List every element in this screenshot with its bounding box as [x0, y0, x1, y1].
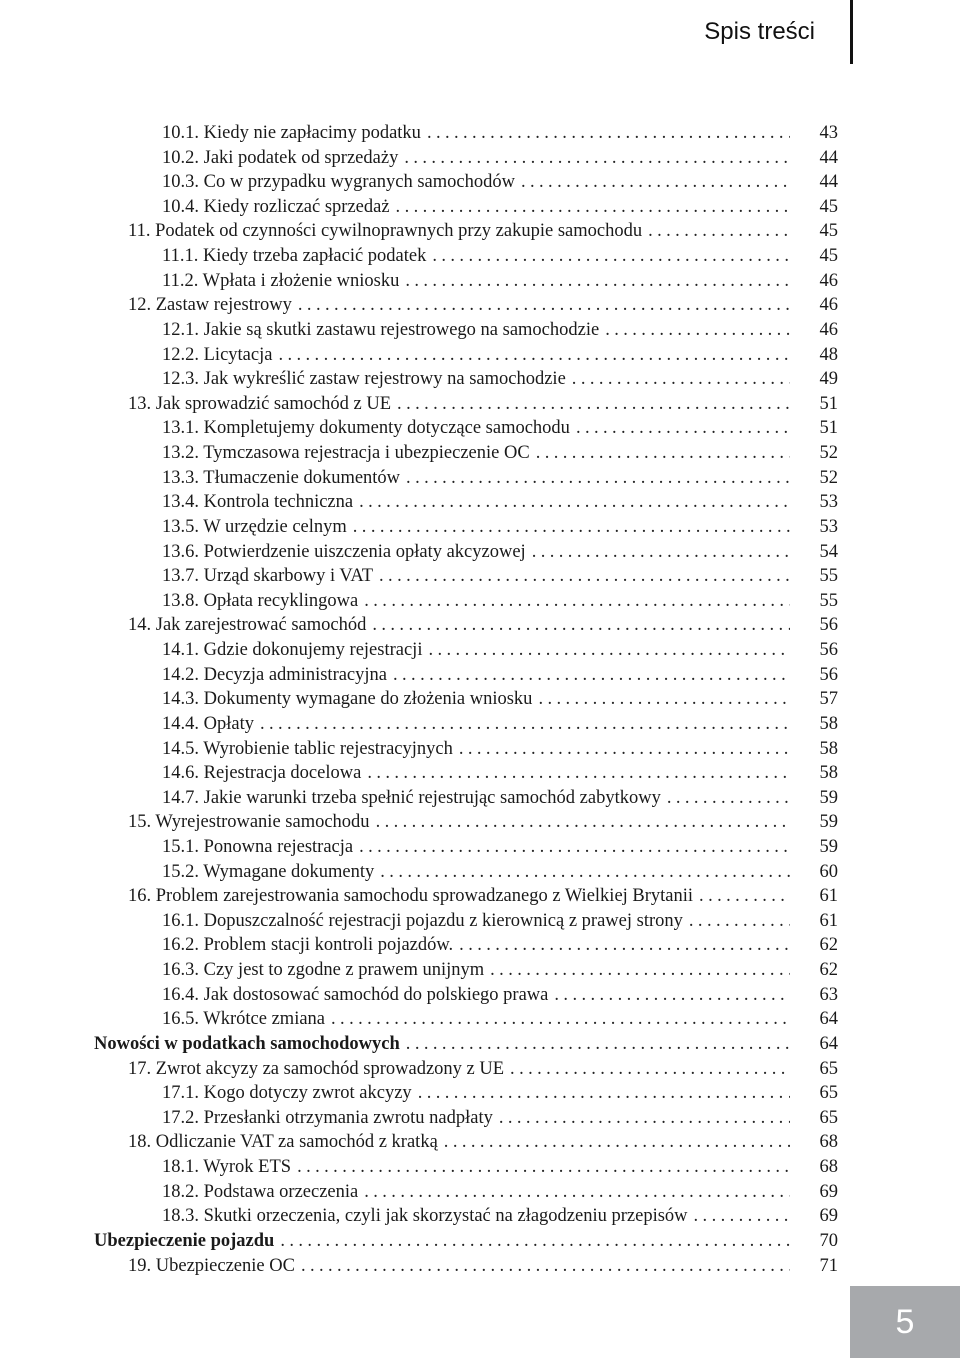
toc-page-number: 69	[819, 1206, 838, 1227]
toc-leader-dots	[406, 1032, 790, 1056]
toc-page-number: 64	[819, 1033, 838, 1054]
toc-entry-title: 18.1. Wyrok ETS	[162, 1157, 292, 1178]
toc-page-number: 62	[819, 960, 838, 981]
toc-leader-dots	[648, 219, 790, 243]
toc-entry-title: 13.7. Urząd skarbowy i VAT	[162, 566, 374, 587]
toc-page-number: 62	[819, 935, 838, 956]
toc-section-entry[interactable]	[162, 958, 838, 982]
toc-section-entry[interactable]	[162, 638, 838, 662]
toc-leader-dots	[298, 293, 790, 317]
toc-page-number: 59	[819, 836, 838, 857]
toc-page-number: 43	[819, 123, 838, 143]
toc-leader-dots	[260, 712, 790, 736]
toc-page-number: 69	[819, 1181, 838, 1202]
toc-part-entry[interactable]	[94, 1032, 838, 1056]
toc-page-number: 44	[819, 147, 838, 168]
toc-leader-dots	[490, 958, 790, 982]
toc-entry-title: 13.2. Tymczasowa rejestracja i ubezpieczenie OC	[162, 443, 530, 464]
toc-entry-title: Nowości w podatkach samochodowych	[94, 1033, 400, 1054]
toc-page-number: 58	[819, 738, 838, 759]
toc-page-number: 63	[819, 984, 838, 1005]
toc-leader-dots	[538, 687, 790, 711]
toc-leader-dots	[459, 933, 790, 957]
toc-entry-title: 17. Zwrot akcyzy za samochód sprowadzony z UE	[128, 1058, 505, 1079]
toc-section-entry[interactable]	[162, 663, 838, 687]
toc-page-number: 65	[819, 1058, 838, 1079]
toc-entry-title: 11. Podatek od czynności cywilnoprawnych przy zakupie samochodu	[128, 221, 643, 242]
toc-entry-title: 13.3. Tłumaczenie dokumentów	[162, 467, 401, 488]
toc-section-entry[interactable]	[162, 540, 838, 564]
toc-section-entry[interactable]	[162, 244, 838, 268]
toc-entry-title: 11.2. Wpłata i złożenie wniosku	[162, 270, 400, 291]
toc-page-number: 64	[819, 1009, 838, 1030]
toc-leader-dots	[376, 810, 790, 834]
toc-entry-title: 13.4. Kontrola techniczna	[162, 492, 354, 513]
toc-entry-title: 16.3. Czy jest to zgodne z prawem unijnym	[162, 960, 485, 981]
toc-page-number: 56	[819, 664, 838, 685]
toc-section-entry[interactable]	[162, 1081, 838, 1105]
toc-chapter-entry[interactable]	[128, 392, 838, 416]
toc-leader-dots	[278, 343, 790, 367]
toc-entry-title: 10.2. Jaki podatek od sprzedaży	[162, 147, 399, 168]
toc-leader-dots	[297, 1155, 790, 1179]
toc-leader-dots	[532, 540, 790, 564]
toc-entry-title: 14.1. Gdzie dokonujemy rejestracji	[162, 640, 423, 661]
toc-chapter-entry[interactable]	[128, 1057, 838, 1081]
toc-page-number: 46	[819, 295, 838, 316]
toc-entry-title: 13.1. Kompletujemy dokumenty dotyczące samochodu	[162, 418, 570, 439]
toc-leader-dots	[689, 909, 790, 933]
toc-leader-dots	[359, 490, 790, 514]
toc-section-entry[interactable]	[162, 490, 838, 514]
toc-leader-dots	[404, 146, 790, 170]
toc-leader-dots	[432, 244, 790, 268]
toc-entry-title: 16.4. Jak dostosować samochód do polskiego prawa	[162, 984, 549, 1005]
toc-section-entry[interactable]	[162, 909, 838, 933]
toc-section-entry[interactable]	[162, 687, 838, 711]
toc-leader-dots	[280, 1229, 790, 1253]
toc-leader-dots	[605, 318, 790, 342]
toc-leader-dots	[359, 835, 790, 859]
toc-leader-dots	[397, 392, 790, 416]
page-section-title: Spis treści	[704, 18, 815, 45]
toc-page-number: 54	[819, 541, 838, 562]
toc-section-entry[interactable]	[162, 195, 838, 219]
toc-entry-title: 11.1. Kiedy trzeba zapłacić podatek	[162, 246, 427, 267]
toc-section-entry[interactable]	[162, 416, 838, 440]
toc-entry-title: 10.4. Kiedy rozliczać sprzedaż	[162, 196, 390, 217]
toc-entry-title: 14.4. Opłaty	[162, 713, 254, 734]
toc-leader-dots	[428, 638, 790, 662]
toc-page-number: 48	[819, 344, 838, 365]
toc-section-entry[interactable]	[162, 466, 838, 490]
toc-entry-title: 14.5. Wyrobienie tablic rejestracyjnych	[162, 738, 453, 759]
toc-page-number: 65	[819, 1083, 838, 1104]
toc-leader-dots	[418, 1081, 790, 1105]
toc-section-entry[interactable]	[162, 737, 838, 761]
toc-leader-dots	[699, 884, 790, 908]
toc-entry-title: 12.2. Licytacja	[162, 344, 273, 365]
toc-entry-title: 14.6. Rejestracja docelowa	[162, 763, 362, 784]
toc-section-entry[interactable]	[162, 1204, 838, 1228]
toc-entry-title: 13. Jak sprowadzić samochód z UE	[128, 393, 392, 414]
toc-leader-dots	[331, 1007, 790, 1031]
toc-page-number: 59	[819, 787, 838, 808]
toc-chapter-entry[interactable]	[128, 613, 838, 637]
toc-section-entry[interactable]	[162, 121, 838, 145]
toc-page-number: 59	[819, 812, 838, 833]
toc-leader-dots	[396, 195, 790, 219]
toc-entry-title: 17.2. Przesłanki otrzymania zwrotu nadpłaty	[162, 1107, 493, 1128]
toc-page-number: 58	[819, 763, 838, 784]
toc-section-entry[interactable]	[162, 367, 838, 391]
toc-entry-title: Ubezpieczenie pojazdu	[94, 1230, 275, 1251]
toc-chapter-entry[interactable]	[128, 219, 838, 243]
toc-page-number: 46	[819, 319, 838, 340]
toc-section-entry[interactable]	[162, 1106, 838, 1130]
toc-page-number: 45	[819, 246, 838, 267]
page-number: 5	[895, 1303, 915, 1341]
toc-page-number: 57	[819, 689, 838, 710]
toc-leader-dots	[444, 1130, 790, 1154]
toc-section-entry[interactable]	[162, 589, 838, 613]
toc-entry-title: 16.2. Problem stacji kontroli pojazdów.	[162, 935, 454, 956]
toc-section-entry[interactable]	[162, 1155, 838, 1179]
toc-entry-title: 14. Jak zarejestrować samochód	[128, 615, 367, 636]
toc-page-number: 51	[819, 418, 838, 439]
toc-leader-dots	[694, 1204, 790, 1228]
toc-section-entry[interactable]	[162, 343, 838, 367]
toc-page-number: 65	[819, 1107, 838, 1128]
toc-entry-title: 16.5. Wkrótce zmiana	[162, 1009, 326, 1030]
toc-section-entry[interactable]	[162, 933, 838, 957]
toc-section-entry[interactable]	[162, 712, 838, 736]
toc-leader-dots	[510, 1057, 790, 1081]
toc-entry-title: 12.3. Jak wykreślić zastaw rejestrowy na samochodzie	[162, 369, 566, 390]
toc-entry-title: 12. Zastaw rejestrowy	[128, 295, 292, 316]
toc-page-number: 44	[819, 172, 838, 193]
toc-leader-dots	[427, 121, 790, 145]
toc-entry-title: 18.3. Skutki orzeczenia, czyli jak skorzystać na złagodzeniu przepisów	[162, 1206, 688, 1227]
toc-leader-dots	[521, 170, 790, 194]
toc-page-number: 46	[819, 270, 838, 291]
toc-leader-dots	[576, 416, 790, 440]
toc-leader-dots	[367, 761, 790, 785]
toc-entry-title: 12.1. Jakie są skutki zastawu rejestrowego na samochodzie	[162, 319, 600, 340]
toc-part-entry[interactable]	[94, 1229, 838, 1253]
toc-section-entry[interactable]	[162, 170, 838, 194]
toc-leader-dots	[364, 589, 790, 613]
toc-entry-title: 18. Odliczanie VAT za samochód z kratką	[128, 1132, 438, 1153]
toc-entry-title: 19. Ubezpieczenie OC	[128, 1255, 295, 1276]
toc-chapter-entry[interactable]	[128, 1254, 838, 1278]
toc-section-entry[interactable]	[162, 269, 838, 293]
toc-entry-title: 16.1. Dopuszczalność rejestracji pojazdu z kierownicą z prawej strony	[162, 910, 683, 931]
toc-entry-title: 14.7. Jakie warunki trzeba spełnić rejestrując samochód zabytkowy	[162, 787, 661, 808]
toc-entry-title: 15.2. Wymagane dokumenty	[162, 861, 375, 882]
toc-entry-title: 17.1. Kogo dotyczy zwrot akcyzy	[162, 1083, 412, 1104]
toc-leader-dots	[405, 269, 790, 293]
toc-chapter-entry[interactable]	[128, 1130, 838, 1154]
toc-entry-title: 10.3. Co w przypadku wygranych samochodów	[162, 172, 515, 193]
toc-page-number: 71	[819, 1255, 838, 1276]
toc-section-entry[interactable]	[162, 786, 838, 810]
toc-leader-dots	[353, 515, 790, 539]
toc-leader-dots	[499, 1106, 790, 1130]
toc-page-number: 61	[819, 910, 838, 931]
toc-page-number: 58	[819, 713, 838, 734]
toc-section-entry[interactable]	[162, 441, 838, 465]
toc-section-entry[interactable]	[162, 515, 838, 539]
header-divider	[850, 0, 853, 64]
toc-leader-dots	[536, 441, 790, 465]
toc-page-number: 45	[819, 196, 838, 217]
toc-section-entry[interactable]	[162, 835, 838, 859]
toc-page-number: 55	[819, 566, 838, 587]
toc-page-number: 55	[819, 590, 838, 611]
toc-section-entry[interactable]	[162, 318, 838, 342]
toc-leader-dots	[372, 613, 790, 637]
toc-section-entry[interactable]	[162, 1180, 838, 1204]
toc-chapter-entry[interactable]	[128, 810, 838, 834]
toc-page-number: 70	[819, 1230, 838, 1251]
toc-page-number: 60	[819, 861, 838, 882]
toc-page-number: 56	[819, 615, 838, 636]
toc-entry-title: 14.3. Dokumenty wymagane do złożenia wniosku	[162, 689, 533, 710]
toc-page-number: 68	[819, 1132, 838, 1153]
toc-page-number: 52	[819, 467, 838, 488]
toc-leader-dots	[406, 466, 790, 490]
toc-page-number: 61	[819, 886, 838, 907]
toc-section-entry[interactable]	[162, 146, 838, 170]
toc-page-number: 53	[819, 492, 838, 513]
toc-entry-title: 13.6. Potwierdzenie uiszczenia opłaty akcyzowej	[162, 541, 526, 562]
toc-entry-title: 15. Wyrejestrowanie samochodu	[128, 812, 370, 833]
toc-entry-title: 16. Problem zarejestrowania samochodu sprowadzanego z Wielkiej Brytanii	[128, 886, 694, 907]
toc-section-entry[interactable]	[162, 983, 838, 1007]
toc-page-number: 56	[819, 640, 838, 661]
toc-page-number: 68	[819, 1157, 838, 1178]
toc-page-number: 45	[819, 221, 838, 242]
toc-leader-dots	[554, 983, 790, 1007]
toc-section-entry[interactable]	[162, 564, 838, 588]
toc-entry-title: 18.2. Podstawa orzeczenia	[162, 1181, 359, 1202]
toc-page-number: 51	[819, 393, 838, 414]
toc-page-number: 49	[819, 369, 838, 390]
toc-leader-dots	[301, 1254, 790, 1278]
toc-entry-title: 15.1. Ponowna rejestracja	[162, 836, 354, 857]
toc-leader-dots	[572, 367, 790, 391]
toc-entry-title: 13.5. W urzędzie celnym	[162, 516, 347, 537]
toc-entry-title: 13.8. Opłata recyklingowa	[162, 590, 359, 611]
toc-chapter-entry[interactable]	[128, 884, 838, 908]
toc-leader-dots	[667, 786, 790, 810]
toc-leader-dots	[380, 860, 790, 884]
toc-leader-dots	[459, 737, 790, 761]
toc-section-entry[interactable]	[162, 860, 838, 884]
toc-entry-title: 10.1. Kiedy nie zapłacimy podatku	[162, 123, 421, 143]
toc-leader-dots	[393, 663, 790, 687]
toc-section-entry[interactable]	[162, 1007, 838, 1031]
toc-entry-title: 14.2. Decyzja administracyjna	[162, 664, 387, 685]
toc-leader-dots	[379, 564, 790, 588]
toc-section-entry[interactable]	[162, 761, 838, 785]
toc-chapter-entry[interactable]	[128, 293, 838, 317]
toc-page-number: 53	[819, 516, 838, 537]
toc-page-number: 52	[819, 443, 838, 464]
toc-leader-dots	[364, 1180, 790, 1204]
